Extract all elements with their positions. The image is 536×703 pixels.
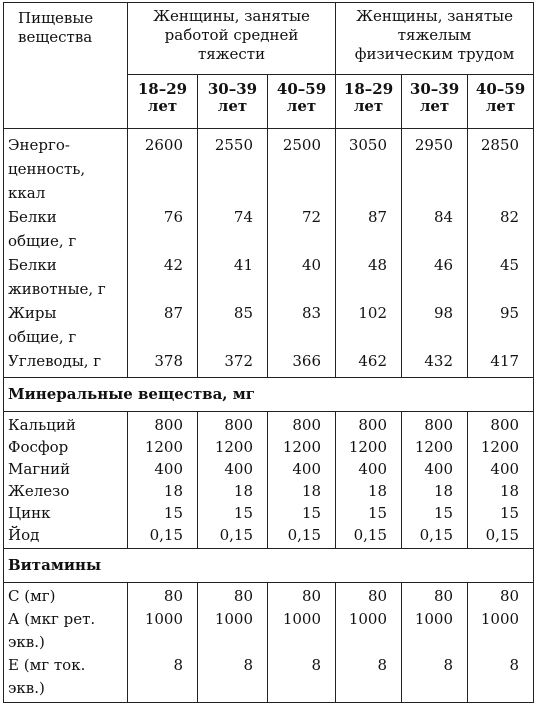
row-label <box>8 608 127 654</box>
value-cell: 8 <box>173 656 183 674</box>
mineral-values-column <box>128 412 198 549</box>
row-label <box>8 524 127 546</box>
vitamin-values-column <box>128 583 198 703</box>
row-label <box>8 585 127 608</box>
value-cell: 1000 <box>214 610 253 628</box>
value-cell: 15 <box>301 504 322 522</box>
section-vitamins <box>4 549 534 583</box>
vitamin-values-column <box>268 583 336 703</box>
row-label-line: Железо <box>8 482 70 500</box>
value-cell: 87 <box>367 208 388 226</box>
value-cell: 83 <box>301 304 322 322</box>
row-label-line: Кальций <box>8 416 76 434</box>
value-cell: 432 <box>424 352 454 370</box>
value-cell: 15 <box>163 504 183 522</box>
value-cell: 84 <box>433 208 454 226</box>
value-cell: 15 <box>367 504 388 522</box>
row-label-line: общие, г <box>8 232 77 250</box>
header-age-unit: лет <box>286 97 317 115</box>
value-cell: 800 <box>224 416 253 434</box>
vitamin-values-column <box>336 583 402 703</box>
value-cell: 3050 <box>348 136 388 154</box>
vitamin-values-column <box>468 583 534 703</box>
value-cell: 42 <box>163 256 183 274</box>
section-title-vitamins: Витамины <box>4 549 534 583</box>
value-cell: 8 <box>243 656 253 674</box>
header-age-unit: лет <box>217 97 248 115</box>
value-cell: 1200 <box>480 438 520 456</box>
header-age-range: 30–39 <box>207 80 258 98</box>
value-cell: 87 <box>163 304 183 322</box>
value-cell: 800 <box>292 416 322 434</box>
header-group-heavy-work <box>336 3 534 75</box>
value-cell: 372 <box>224 352 253 370</box>
value-cell: 1200 <box>414 438 454 456</box>
value-cell: 378 <box>154 352 183 370</box>
row-label <box>8 502 127 524</box>
value-cell: 400 <box>424 460 454 478</box>
header-age <box>128 75 198 129</box>
value-cell: 2950 <box>414 136 454 154</box>
row-label-line: Е (мг ток. <box>8 656 86 674</box>
row-label <box>8 301 127 349</box>
value-cell: 18 <box>499 482 520 500</box>
value-cell: 76 <box>163 208 183 226</box>
value-cell: 80 <box>301 587 322 605</box>
value-cell: 80 <box>367 587 388 605</box>
section-minerals <box>4 378 534 412</box>
header-nutrients <box>4 3 128 129</box>
header-age-range: 40–59 <box>276 80 327 98</box>
value-cell: 48 <box>367 256 388 274</box>
value-cell: 18 <box>301 482 322 500</box>
value-cell: 95 <box>499 304 520 322</box>
row-label <box>8 133 127 205</box>
value-cell: 80 <box>433 587 454 605</box>
row-label-line: Магний <box>8 460 71 478</box>
header-age <box>402 75 468 129</box>
row-label-line: Углеводы, г <box>8 352 102 370</box>
value-cell: 1000 <box>480 610 520 628</box>
header-age-range: 18–29 <box>343 80 394 98</box>
vitamin-values-column <box>402 583 468 703</box>
main-values-column <box>402 129 468 378</box>
value-cell: 400 <box>154 460 183 478</box>
header-age-unit: лет <box>485 97 516 115</box>
value-cell: 462 <box>358 352 388 370</box>
row-label-line: С (мг) <box>8 587 56 605</box>
value-cell: 0,15 <box>219 526 253 544</box>
row-label-line: Жиры <box>8 304 57 322</box>
value-cell: 1000 <box>414 610 454 628</box>
value-cell: 85 <box>233 304 253 322</box>
header-group-line: физическим трудом <box>354 45 515 63</box>
value-cell: 15 <box>499 504 520 522</box>
value-cell: 72 <box>301 208 322 226</box>
value-cell: 400 <box>224 460 253 478</box>
value-cell: 1000 <box>348 610 388 628</box>
value-cell: 41 <box>233 256 253 274</box>
value-cell: 18 <box>433 482 454 500</box>
value-cell: 2500 <box>282 136 322 154</box>
value-cell: 800 <box>154 416 183 434</box>
nutrition-table-wrapper <box>3 2 534 703</box>
value-cell: 2850 <box>480 136 520 154</box>
main-values-column <box>128 129 198 378</box>
vitamin-values-column <box>198 583 268 703</box>
value-cell: 1000 <box>282 610 322 628</box>
row-label <box>8 414 127 436</box>
value-cell: 80 <box>233 587 253 605</box>
vitamins-block <box>4 583 534 703</box>
row-label <box>8 480 127 502</box>
main-names-column <box>4 129 128 378</box>
value-cell: 15 <box>233 504 253 522</box>
value-cell: 74 <box>233 208 253 226</box>
row-label-line: экв.) <box>8 633 45 651</box>
value-cell: 400 <box>358 460 388 478</box>
value-cell: 8 <box>443 656 454 674</box>
value-cell: 15 <box>433 504 454 522</box>
value-cell: 102 <box>358 304 388 322</box>
value-cell: 0,15 <box>485 526 520 544</box>
main-block <box>4 129 534 378</box>
main-values-column <box>336 129 402 378</box>
header-age-unit: лет <box>147 97 178 115</box>
mineral-values-column <box>336 412 402 549</box>
value-cell: 82 <box>499 208 520 226</box>
row-label-line: ккал <box>8 184 46 202</box>
value-cell: 1200 <box>348 438 388 456</box>
row-label <box>8 253 127 301</box>
row-label-line: А (мкг рет. <box>8 610 96 628</box>
header-nutrients-line: вещества <box>18 28 93 46</box>
value-cell: 18 <box>367 482 388 500</box>
header-age-range: 18–29 <box>137 80 188 98</box>
value-cell: 400 <box>490 460 520 478</box>
value-cell: 8 <box>311 656 322 674</box>
value-cell: 80 <box>499 587 520 605</box>
value-cell: 0,15 <box>287 526 322 544</box>
mineral-values-column <box>268 412 336 549</box>
mineral-values-column <box>402 412 468 549</box>
value-cell: 18 <box>163 482 183 500</box>
value-cell: 8 <box>509 656 520 674</box>
value-cell: 18 <box>233 482 253 500</box>
row-label <box>8 436 127 458</box>
value-cell: 800 <box>358 416 388 434</box>
value-cell: 800 <box>424 416 454 434</box>
main-values-column <box>268 129 336 378</box>
mineral-values-column <box>198 412 268 549</box>
header-group-line: Женщины, занятые <box>356 7 513 25</box>
row-label-line: экв.) <box>8 679 45 697</box>
value-cell: 80 <box>163 587 183 605</box>
row-label <box>8 458 127 480</box>
row-label-line: Йод <box>8 526 40 544</box>
row-label-line: животные, г <box>8 280 106 298</box>
header-group-line: тяжелым <box>397 26 472 44</box>
header-age <box>198 75 268 129</box>
row-label-line: общие, г <box>8 328 77 346</box>
nutrition-table <box>3 2 534 703</box>
value-cell: 400 <box>292 460 322 478</box>
value-cell: 8 <box>377 656 388 674</box>
row-label <box>8 349 127 373</box>
value-cell: 2600 <box>144 136 183 154</box>
header-age <box>468 75 534 129</box>
header-group-line: работой средней <box>164 26 299 44</box>
header-group-line: тяжести <box>197 45 266 63</box>
value-cell: 800 <box>490 416 520 434</box>
header-nutrients-line: Пищевые <box>18 9 94 27</box>
row-label-line: ценность, <box>8 160 86 178</box>
header-age-unit: лет <box>419 97 450 115</box>
value-cell: 1200 <box>144 438 183 456</box>
row-label-line: Белки <box>8 208 57 226</box>
main-values-column <box>468 129 534 378</box>
header-row-groups <box>4 3 534 75</box>
mineral-values-column <box>468 412 534 549</box>
row-label-line: Цинк <box>8 504 51 522</box>
section-title-minerals: Минеральные вещества, мг <box>4 378 534 412</box>
value-cell: 1000 <box>144 610 183 628</box>
row-label <box>8 205 127 253</box>
mineral-names-column <box>4 412 128 549</box>
minerals-block <box>4 412 534 549</box>
value-cell: 45 <box>499 256 520 274</box>
header-age-range: 30–39 <box>409 80 460 98</box>
header-group-medium-work <box>128 3 336 75</box>
value-cell: 2550 <box>214 136 253 154</box>
header-age <box>336 75 402 129</box>
row-label-line: Фосфор <box>8 438 69 456</box>
row-label-line: Энерго- <box>8 136 70 154</box>
value-cell: 98 <box>433 304 454 322</box>
vitamin-names-column <box>4 583 128 703</box>
header-age-unit: лет <box>353 97 384 115</box>
value-cell: 1200 <box>214 438 253 456</box>
value-cell: 366 <box>292 352 322 370</box>
value-cell: 0,15 <box>149 526 183 544</box>
value-cell: 0,15 <box>353 526 388 544</box>
header-age-range: 40–59 <box>475 80 526 98</box>
value-cell: 0,15 <box>419 526 454 544</box>
header-age <box>268 75 336 129</box>
row-label-line: Белки <box>8 256 57 274</box>
header-group-line: Женщины, занятые <box>153 7 310 25</box>
value-cell: 1200 <box>282 438 322 456</box>
main-values-column <box>198 129 268 378</box>
value-cell: 46 <box>433 256 454 274</box>
value-cell: 40 <box>301 256 322 274</box>
value-cell: 417 <box>490 352 520 370</box>
row-label <box>8 654 127 700</box>
